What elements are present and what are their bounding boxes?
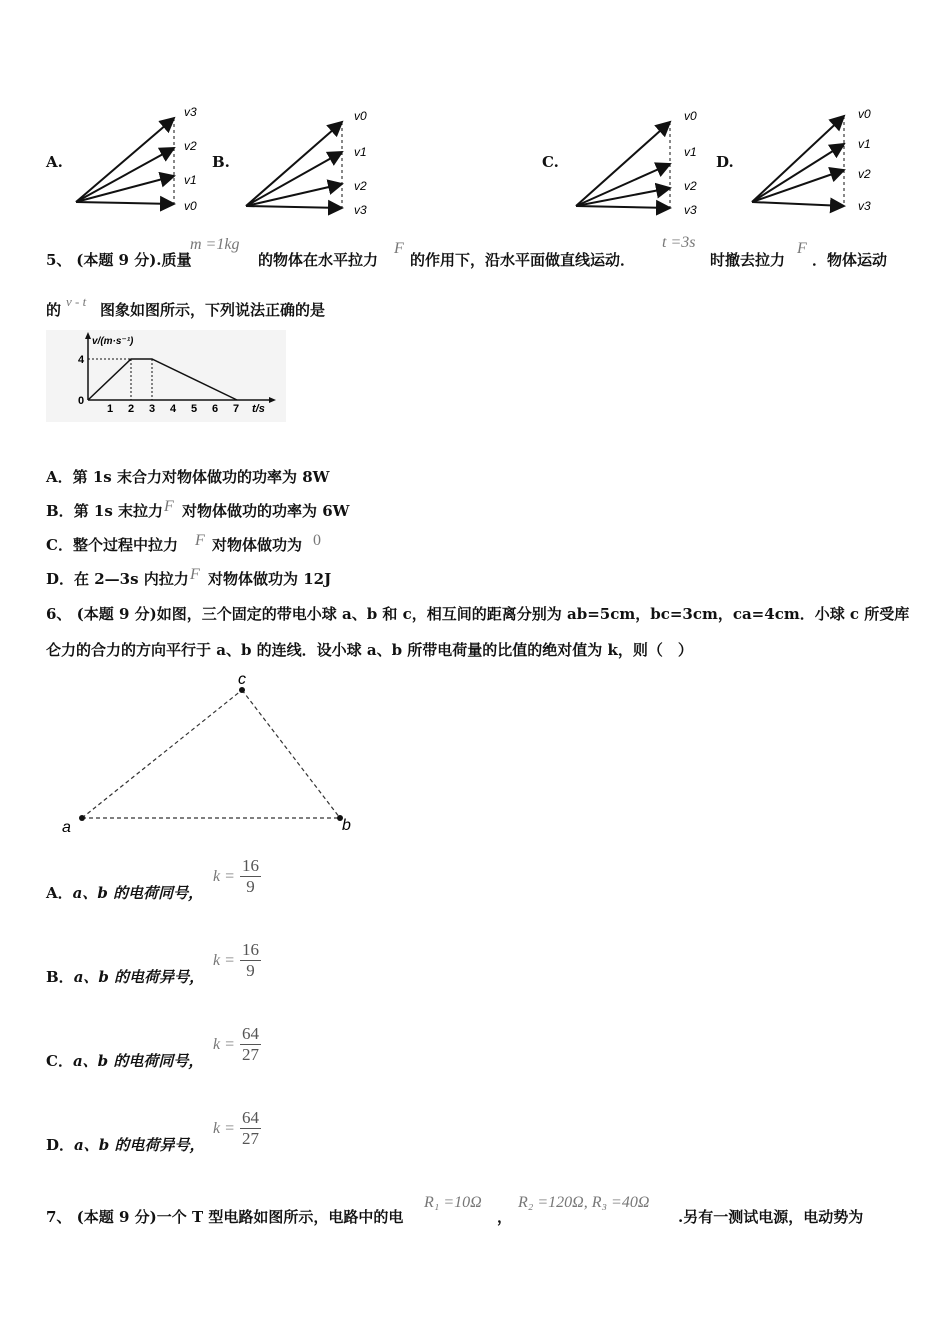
q7-r23: R₂ =120Ω, R₃ =40Ω xyxy=(518,1194,650,1211)
q6-option-a: A．a、b 的电荷同号， xyxy=(46,884,204,902)
vector-label: v3 xyxy=(354,203,367,217)
vector-arrow xyxy=(576,188,670,206)
vt-graph xyxy=(46,330,286,422)
q5-number: 5、 xyxy=(46,251,72,269)
vt-xtick: 2 xyxy=(128,403,135,415)
label-b: b xyxy=(342,817,351,834)
q5-force-symbol: F xyxy=(195,532,205,549)
q6-line2: 仑力的合力的方向平行于 a、b 的连线．设小球 a、b 所带电荷量的比值的绝对值为 k，则（ ） xyxy=(46,641,693,659)
vt-xtick: 5 xyxy=(191,403,198,415)
k-symbol: k = xyxy=(213,1120,235,1137)
q5-option-a: A．第 1s 末合力对物体做功的功率为 8W xyxy=(46,468,330,486)
q5-force-symbol: F xyxy=(164,498,174,515)
vector-label: v3 xyxy=(858,199,871,213)
vector-diagram-a xyxy=(70,100,210,218)
vt-ylabel: v/(m·s⁻¹) xyxy=(92,336,134,347)
q5-time: t =3s xyxy=(662,234,696,251)
vector-arrow xyxy=(576,164,670,206)
vector-label: v1 xyxy=(184,173,197,187)
vector-arrow xyxy=(576,122,670,206)
option-b-label: B. xyxy=(212,153,230,171)
k-symbol: k = xyxy=(213,952,235,969)
q5-text: ．物体运动 xyxy=(812,251,888,269)
q5-option-d: D．在 2—3s 内拉力 xyxy=(46,570,189,588)
q5-option-c-text: 对物体做功为 xyxy=(212,536,303,554)
q5-option-b: B．第 1s 末拉力 xyxy=(46,502,164,520)
triangle-diagram xyxy=(56,670,366,840)
q5-option-b-text: 对物体做功的功率为 6W xyxy=(182,502,350,520)
vector-diagram-c xyxy=(570,104,720,222)
vt-xtick: 4 xyxy=(170,403,177,415)
vector-label: v3 xyxy=(184,105,197,119)
vector-arrow xyxy=(752,202,844,206)
q6-option-c: C．a、b 的电荷同号， xyxy=(46,1052,204,1070)
vector-arrow xyxy=(246,152,342,206)
k-symbol: k = xyxy=(213,1036,235,1053)
option-d-label: D. xyxy=(716,153,734,171)
vector-label: v0 xyxy=(184,199,197,213)
q5-text: 的作用下，沿水平面做直线运动． xyxy=(410,251,636,269)
vt-xtick: 1 xyxy=(107,403,114,415)
vector-diagram-d xyxy=(744,102,894,220)
vector-arrow xyxy=(246,184,342,206)
q6-option-b: B．a、b 的电荷异号， xyxy=(46,968,205,986)
q7-r1: R₁ =10Ω xyxy=(424,1194,482,1211)
q5-vt-symbol: v - t xyxy=(66,294,87,309)
vector-arrow xyxy=(752,144,844,202)
vector-label: v2 xyxy=(184,139,197,153)
q5-force-symbol: F xyxy=(797,240,807,257)
vector-label: v2 xyxy=(684,179,697,193)
vector-label: v0 xyxy=(684,109,697,123)
q5-text: 的 xyxy=(46,301,62,319)
q7-comma: ， xyxy=(497,1208,513,1226)
q5-force-symbol: F xyxy=(190,566,200,583)
vector-label: v0 xyxy=(354,109,367,123)
q5-line1: 5、 (本题 9 分).质量 xyxy=(46,251,192,269)
q5-text: 时撤去拉力 xyxy=(710,251,786,269)
option-a-label: A. xyxy=(46,153,63,171)
q5-score: (本题 9 分) xyxy=(76,251,157,269)
vt-xtick: 7 xyxy=(233,403,240,415)
q5-mass: m =1kg xyxy=(190,236,240,253)
q5-force-symbol: F xyxy=(394,240,404,257)
vector-arrow xyxy=(752,116,844,202)
vector-label: v3 xyxy=(684,203,697,217)
vector-arrow xyxy=(752,170,844,202)
ball-a xyxy=(79,815,85,821)
vt-origin: 0 xyxy=(78,395,85,407)
vector-label: v1 xyxy=(354,145,367,159)
q5-text: 图象如图所示，下列说法正确的是 xyxy=(100,301,326,319)
vt-xtick: 6 xyxy=(212,403,219,415)
q5-option-d-text: 对物体做功为 12J xyxy=(208,570,332,588)
q7-line1: 7、 (本题 9 分)一个 T 型电路如图所示，电路中的电 xyxy=(46,1208,404,1226)
vt-xlabel: t/s xyxy=(252,403,265,415)
vector-arrow xyxy=(246,206,342,208)
q5-zero: 0 xyxy=(313,532,321,549)
vt-y4: 4 xyxy=(78,354,85,366)
q5-text: 的物体在水平拉力 xyxy=(258,251,379,269)
vector-label: v1 xyxy=(684,145,697,159)
vector-label: v2 xyxy=(858,167,871,181)
q6-option-d: D．a、b 的电荷异号， xyxy=(46,1136,205,1154)
q6-line1: 6、 (本题 9 分)如图，三个固定的带电小球 a、b 和 c，相互间的距离分别为 ab=5cm，bc=3cm，ca=4cm．小球 c 所受库 xyxy=(46,605,910,623)
vector-arrow xyxy=(76,148,174,202)
fraction: $\frac{64}{27}$ xyxy=(242,1024,259,1064)
q7-text: .另有一测试电源，电动势为 xyxy=(678,1208,864,1226)
k-symbol: k = xyxy=(213,868,235,885)
fraction: $\frac{16}{9}$ xyxy=(242,940,259,980)
fraction: $\frac{64}{27}$ xyxy=(242,1108,259,1148)
label-c: c xyxy=(238,671,246,688)
vector-arrow xyxy=(246,122,342,206)
label-a: a xyxy=(62,819,71,836)
option-c-label: C. xyxy=(542,153,559,171)
q5-option-c: C．整个过程中拉力 xyxy=(46,536,178,554)
fraction: $\frac{16}{9}$ xyxy=(242,856,259,896)
vector-label: v1 xyxy=(858,137,871,151)
vector-label: v2 xyxy=(354,179,367,193)
vector-arrow xyxy=(76,202,174,204)
vector-diagram-b xyxy=(238,104,388,222)
vt-xtick: 3 xyxy=(149,403,156,415)
vector-label: v0 xyxy=(858,107,871,121)
vector-arrow xyxy=(576,206,670,208)
